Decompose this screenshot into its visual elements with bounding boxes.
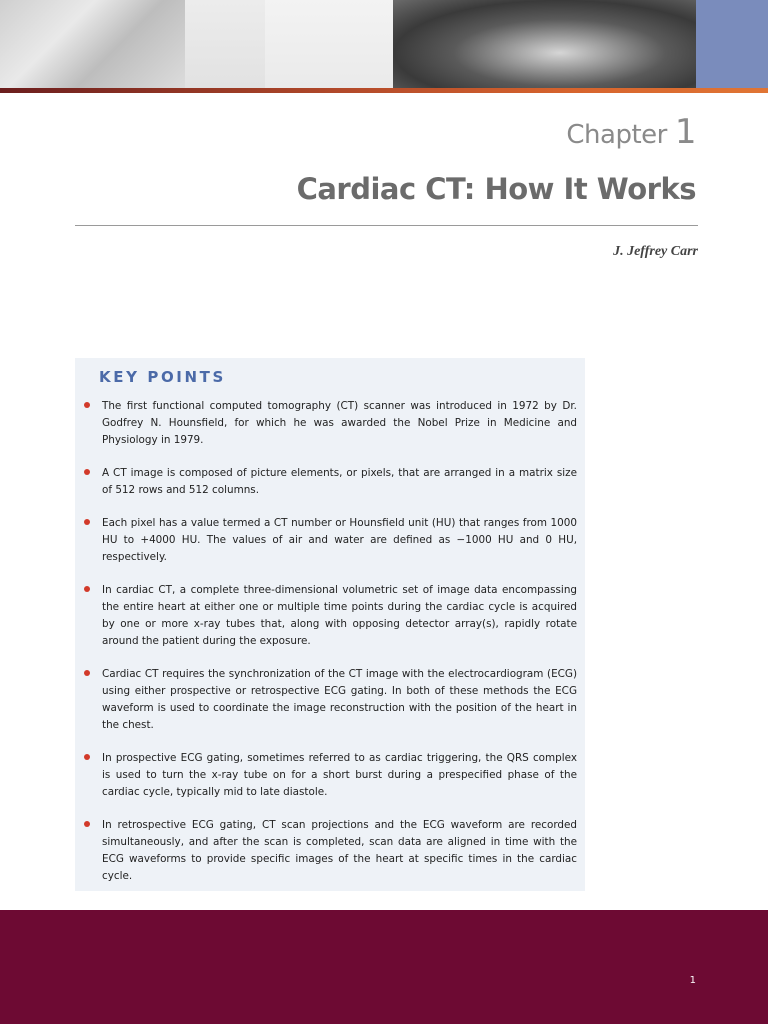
header-color-block	[696, 0, 768, 88]
chapter-title: Cardiac CT: How It Works	[296, 172, 696, 206]
cardiac-ct-image	[393, 0, 696, 88]
page-number: 1	[689, 975, 696, 986]
key-point-text: A CT image is composed of picture elements, or pixels, that are arranged in a matrix size of 512 rows and 512 columns.	[102, 467, 577, 496]
key-point-text: The first functional computed tomography (CT) scanner was introduced in 1972 by Dr. Godfrey N. Hounsfield, for which he was awarded the Nobel Prize in Medicine and Physiology in 1979.	[102, 400, 577, 446]
key-point-item	[75, 666, 585, 734]
bullet-icon	[84, 469, 90, 475]
chapter-number: 1	[674, 112, 696, 152]
title-divider	[75, 225, 698, 226]
header-image-strip	[0, 0, 768, 88]
key-points-box	[75, 358, 585, 891]
chapter-word: Chapter	[566, 120, 667, 150]
bullet-icon	[84, 754, 90, 760]
header-image-panel	[265, 0, 393, 88]
bullet-icon	[84, 402, 90, 408]
header-image-panel	[0, 0, 185, 88]
key-points-list	[75, 398, 585, 901]
key-point-text: In prospective ECG gating, sometimes referred to as cardiac triggering, the QRS complex is used to turn the x-ray tube on for a short burst during a prespecified phase of the cardiac cycle, typically mid to late diastole.	[102, 752, 577, 798]
key-point-item	[75, 515, 585, 566]
key-point-item	[75, 582, 585, 650]
key-points-heading: KEY POINTS	[99, 368, 226, 386]
page-footer	[0, 910, 768, 1024]
key-point-text: Cardiac CT requires the synchronization of the CT image with the electrocardiogram (ECG) using either prospective or retrospective ECG gating. In both of these methods the ECG waveform is used to coordinate the image reconstruction with the position of the heart in the chest.	[102, 668, 577, 731]
chapter-label	[566, 112, 696, 152]
key-point-item	[75, 750, 585, 801]
bullet-icon	[84, 519, 90, 525]
header-image-panel	[185, 0, 265, 88]
key-point-text: Each pixel has a value termed a CT number or Hounsfield unit (HU) that ranges from 1000 HU to +4000 HU. The values of air and water are defined as −1000 HU and 0 HU, respectively.	[102, 517, 577, 563]
key-point-item	[75, 465, 585, 499]
key-point-item	[75, 817, 585, 885]
bullet-icon	[84, 586, 90, 592]
author-name: J. Jeffrey Carr	[613, 244, 698, 259]
bullet-icon	[84, 670, 90, 676]
key-point-text: In retrospective ECG gating, CT scan projections and the ECG waveform are recorded simultaneously, and after the scan is completed, scan data are aligned in time with the ECG waveforms to provide specific images of the heart at specific times in the cardiac cycle.	[102, 819, 577, 882]
key-point-text: In cardiac CT, a complete three-dimensional volumetric set of image data encompassing the entire heart at either one or multiple time points during the cardiac cycle is acquired by one or more x-ray tubes that, along with opposing detector array(s), rapidly rotate around the patient during the exposure.	[102, 584, 577, 647]
key-point-item	[75, 398, 585, 449]
bullet-icon	[84, 821, 90, 827]
header-divider-band	[0, 88, 768, 93]
